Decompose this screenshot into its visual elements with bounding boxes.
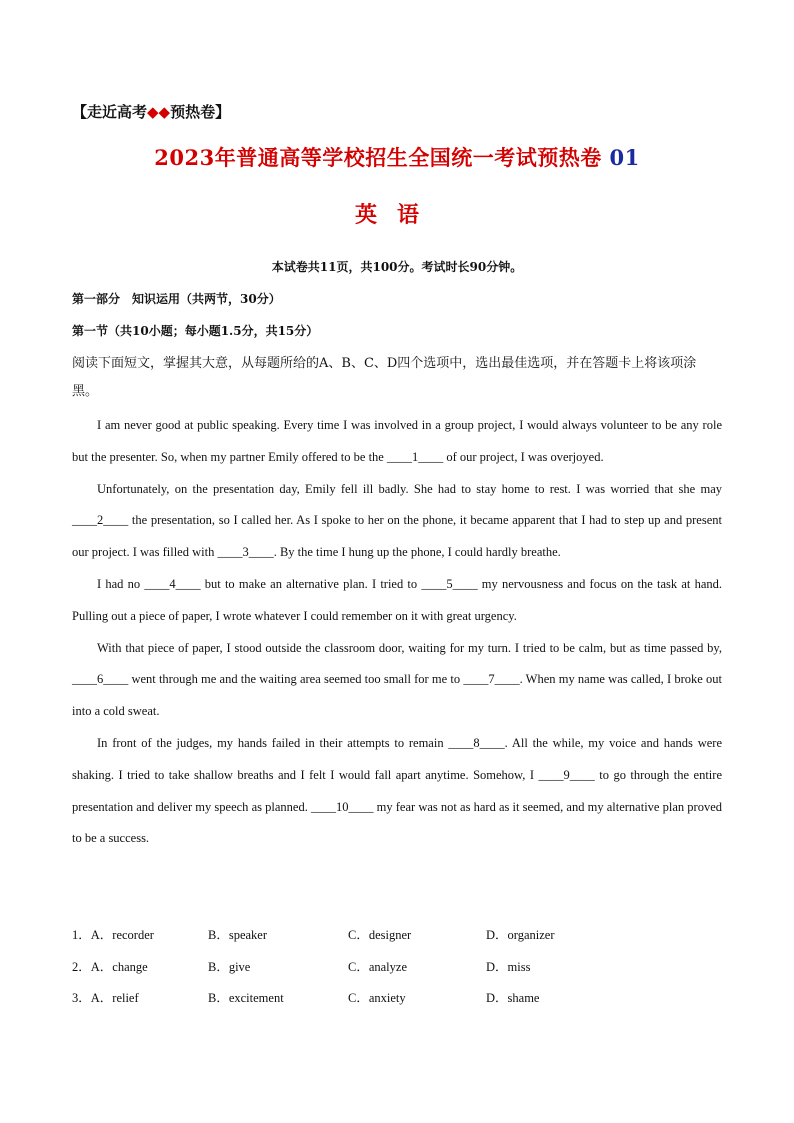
part-heading: 第一部分 知识运用（共两节，30分） [72,292,281,306]
title-main: 2023年普通高等学校招生全国统一考试预热卷 [154,145,602,170]
option-c: C．anxiety [348,991,406,1006]
option-d: D．miss [486,959,531,974]
passage-paragraph: With that piece of paper, I stood outside the classroom door, waiting for my turn. I tried to be calm, but as time passed by, ____6____ went through me and the waiting area seemed too small for me to ____7____. When my name was called, I broke out into a cold sweat. [72,640,722,719]
option-b: B．excitement [208,991,284,1006]
instructions: 阅读下面短文，掌握其大意，从每题所给的A、B、C、D四个选项中，选出最佳选项，并在答题卡上将该项涂黑。 [72,356,697,399]
exam-info: 本试卷共11页，共100分。考试时长90分钟。 [271,260,523,274]
passage-paragraph: Unfortunately, on the presentation day, Emily fell ill badly. She had to stay home to rest. I was worried that she may ____2____ the presentation, so I called her. As I spoke to her on the phone, it became apparent that I had to step up and present our project. I was filled with ____3____. By the time I hung up the phone, I could hardly breathe. [72,481,722,560]
paper-tag [72,101,230,122]
exam-title [72,142,722,172]
option-d: D．shame [486,991,540,1006]
answer-options [72,920,722,1015]
diamond-icons: ◆◆ [147,103,171,121]
tag-close: 预热卷】 [170,103,231,121]
option-d: D．organizer [486,928,555,942]
option-c: C．analyze [348,959,408,974]
passage-paragraph: I am never good at public speaking. Every time I was involved in a group project, I would always volunteer to be any role but the presenter. So, when my partner Emily offered to be the ____1____ of our project, I was overjoyed. [72,418,722,464]
question-1-options [72,920,722,952]
question-2-options [72,952,722,984]
cloze-passage [72,410,722,855]
section-heading: 第一节（共10小题；每小题1.5分，共15分） [72,324,319,338]
option-b: B．speaker [208,928,268,942]
passage-paragraph: I had no ____4____ but to make an alternative plan. I tried to ____5____ my nervousness and focus on the task at hand. Pulling out a piece of paper, I wrote whatever I could remember on it with great urgency. [72,576,722,623]
option-a: 3．A．relief [72,991,139,1006]
option-c: C．designer [348,928,412,942]
passage-paragraph: In front of the judges, my hands failed in their attempts to remain ____8____. All the while, my voice and hands were shaking. I tried to take shallow breaths and I felt I would fall apart anytime. Somehow, I ____9____ to go through the entire presentation and deliver my speech as planned. ____10____ my fear was not as hard as it seemed, and my alternative plan proved to be a success. [72,735,722,846]
option-b: B．give [208,959,251,974]
tag-open: 【走近高考 [72,103,148,121]
subject-heading: 英语 [354,202,439,228]
option-a: 2．A．change [72,959,148,974]
option-a: 1．A．recorder [72,928,154,942]
question-3-options [72,983,722,1015]
title-number: 01 [609,145,640,170]
